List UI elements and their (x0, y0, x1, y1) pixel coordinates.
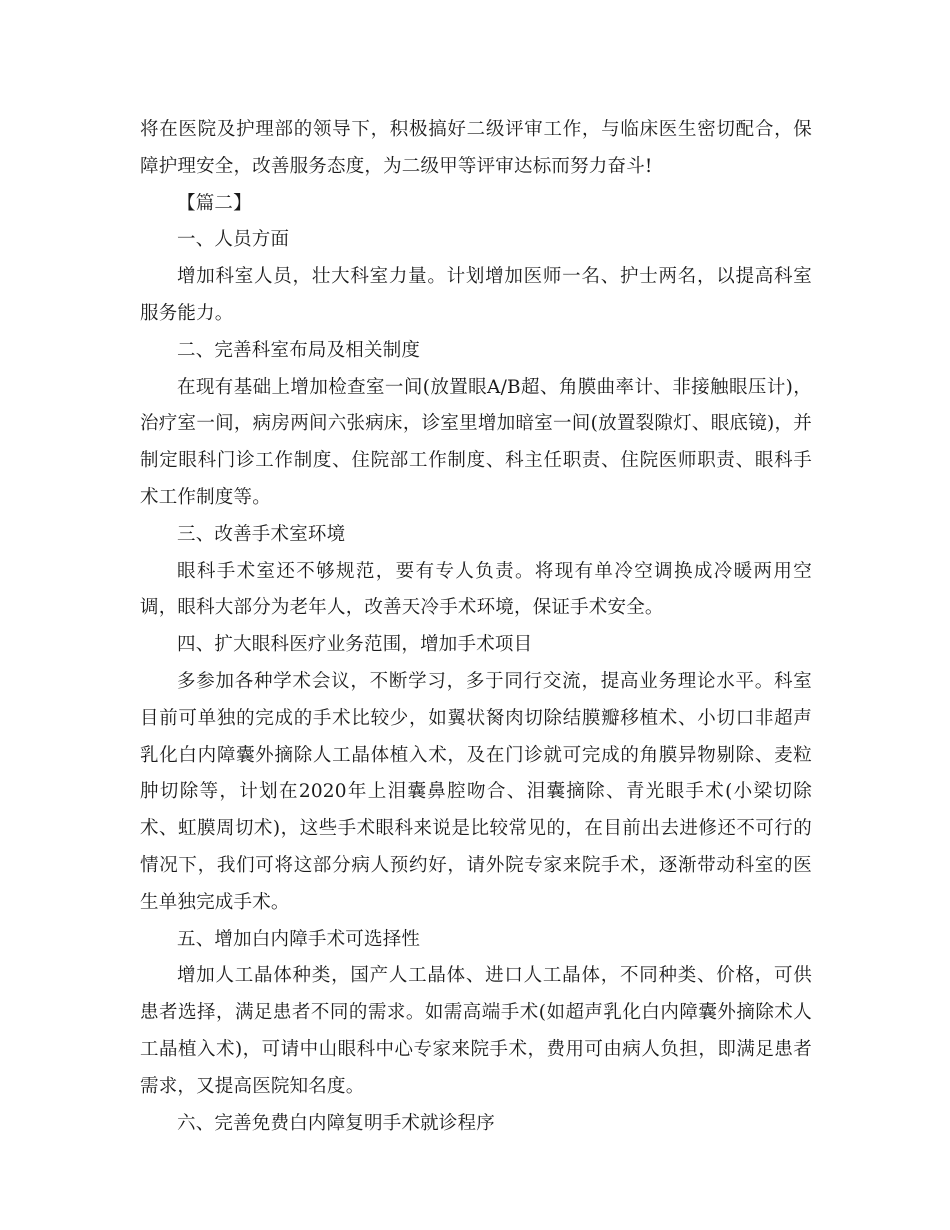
heading-layout-rules: 二、完善科室布局及相关制度 (177, 339, 421, 361)
paragraph-personnel: 增加科室人员，壮大科室力量。计划增加医师一名、护士两名，以提高科室服务能力。 (140, 266, 812, 324)
heading-cataract-options: 五、增加白内障手术可选择性 (177, 928, 421, 950)
heading-personnel: 一、人员方面 (177, 229, 290, 251)
paragraph-expand-scope: 多参加各种学术会议，不断学习，多于同行交流，提高业务理论水平。科室目前可单独的完成的手术比较少，如翼状胬肉切除结膜瓣移植术、小切口非超声乳化白内障囊外摘除人工晶体植入术，及在门诊就可完成的角膜异物剔除、麦粒肿切除等，计划在2020年上泪囊鼻腔吻合、泪囊摘除、青光眼手术(小梁切除术、虹膜周切术)，这些手术眼科来说是比较常见的，在目前出去进修还不可行的情况下，我们可将这部分病人预约好，请外院专家来院手术，逐渐带动科室的医生单独完成手术。 (140, 670, 812, 913)
paragraph-operating-room: 眼科手术室还不够规范，要有专人负责。将现有单冷空调换成冷暖两用空调，眼科大部分为老年人，改善天冷手术环境，保证手术安全。 (140, 560, 812, 619)
document-body (140, 112, 812, 1142)
paragraph-cataract-options: 增加人工晶体种类，国产人工晶体、进口人工晶体，不同种类、价格，可供患者选择，满足患者不同的需求。如需高端手术(如超声乳化白内障囊外摘除术人工晶植入术)，可请中山眼科中心专家来院手术，费用可由病人负担，即满足患者需求，又提高医院知名度。 (140, 965, 812, 1097)
heading-expand-scope: 四、扩大眼科医疗业务范围，增加手术项目 (177, 634, 533, 656)
paragraph-intro-continuation: 将在医院及护理部的领导下，积极搞好二级评审工作，与临床医生密切配合，保障护理安全，改善服务态度，为二级甲等评审达标而努力奋斗! (140, 119, 812, 177)
heading-operating-room: 三、改善手术室环境 (177, 523, 346, 545)
heading-free-cataract-procedure: 六、完善免费白内障复明手术就诊程序 (177, 1112, 495, 1134)
paragraph-layout-rules: 在现有基础上增加检查室一间(放置眼A/B超、角膜曲率计、非接触眼压计)，治疗室一间，病房两间六张病床，诊室里增加暗室一间(放置裂隙灯、眼底镜)，并制定眼科门诊工作制度、住院部工作制度、科主任职责、住院医师职责、眼科手术工作制度等。 (140, 376, 812, 508)
section-heading-part-two: 【篇二】 (177, 192, 252, 214)
